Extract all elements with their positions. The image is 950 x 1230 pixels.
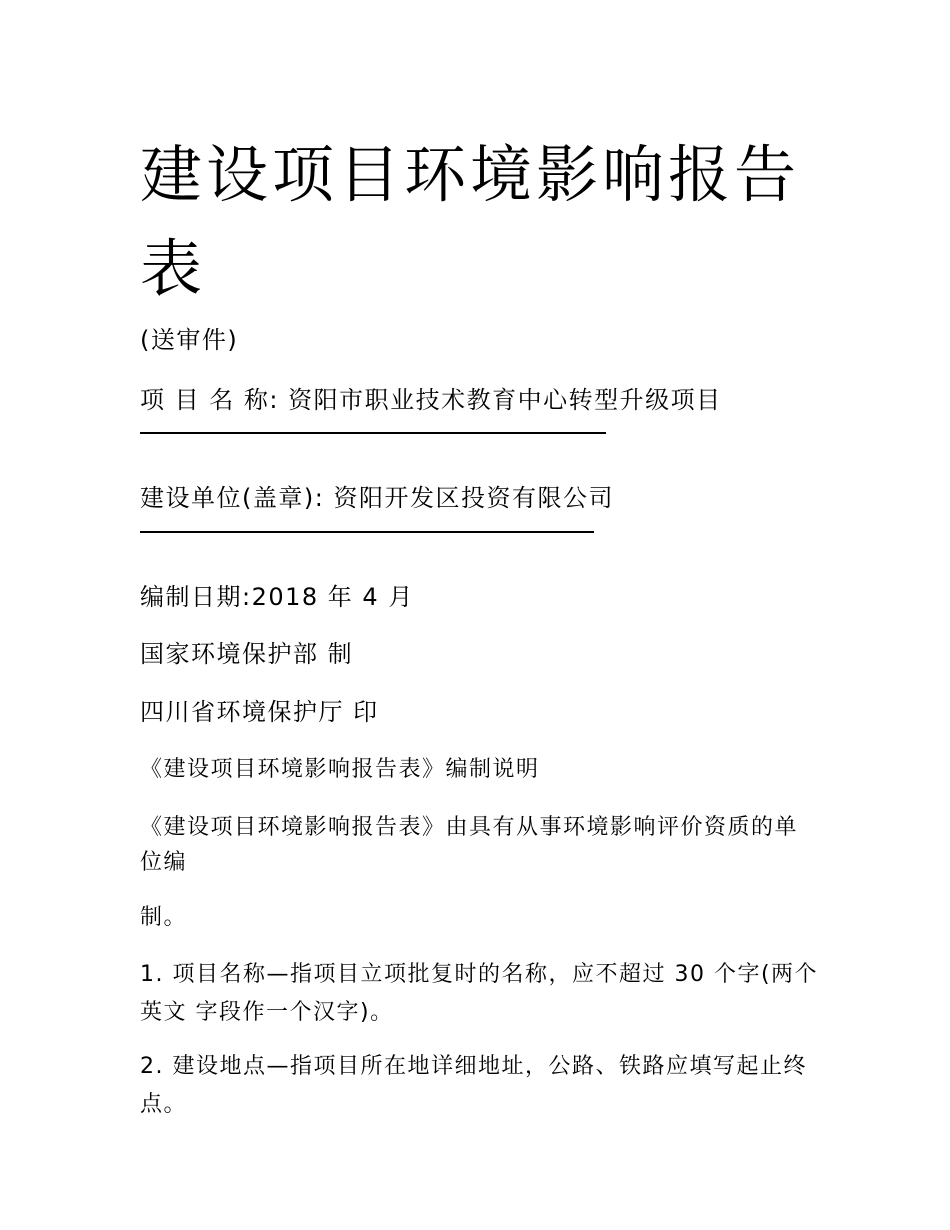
instruction-item-1: 1. 项目名称—指项目立项批复时的名称，应不超过 30 个字(两个英文 字段作一个汉字)。 bbox=[140, 962, 819, 1025]
instruction-intro-line2: 制。 bbox=[140, 905, 188, 930]
construction-unit-label: 建设单位(盖章): bbox=[140, 484, 325, 512]
project-name-label: 项 目 名 称: bbox=[140, 386, 279, 414]
stage-note: (送审件) bbox=[140, 326, 239, 354]
project-name-underline bbox=[140, 432, 606, 434]
construction-unit-value: 资阳开发区投资有限公司 bbox=[333, 484, 614, 512]
construction-unit-underline bbox=[140, 531, 594, 533]
instruction-intro-line1: 《建设项目环境影响报告表》由具有从事环境影响评价资质的单位编 bbox=[140, 815, 799, 875]
issuer-provincial: 四川省环境保护厅 印 bbox=[140, 698, 379, 726]
instructions-heading: 《建设项目环境影响报告表》编制说明 bbox=[140, 757, 540, 782]
compile-date: 编制日期:2018 年 4 月 bbox=[140, 583, 414, 611]
issuer-ministry: 国家环境保护部 制 bbox=[140, 640, 354, 668]
construction-unit-line bbox=[140, 482, 614, 514]
document-title: 建设项目环境影响报告表 bbox=[140, 138, 801, 305]
instruction-item-2: 2. 建设地点—指项目所在地详细地址，公路、铁路应填写起止终点。 bbox=[140, 1054, 807, 1117]
project-name-line bbox=[140, 384, 722, 416]
project-name-value: 资阳市职业技术教育中心转型升级项目 bbox=[288, 386, 722, 414]
